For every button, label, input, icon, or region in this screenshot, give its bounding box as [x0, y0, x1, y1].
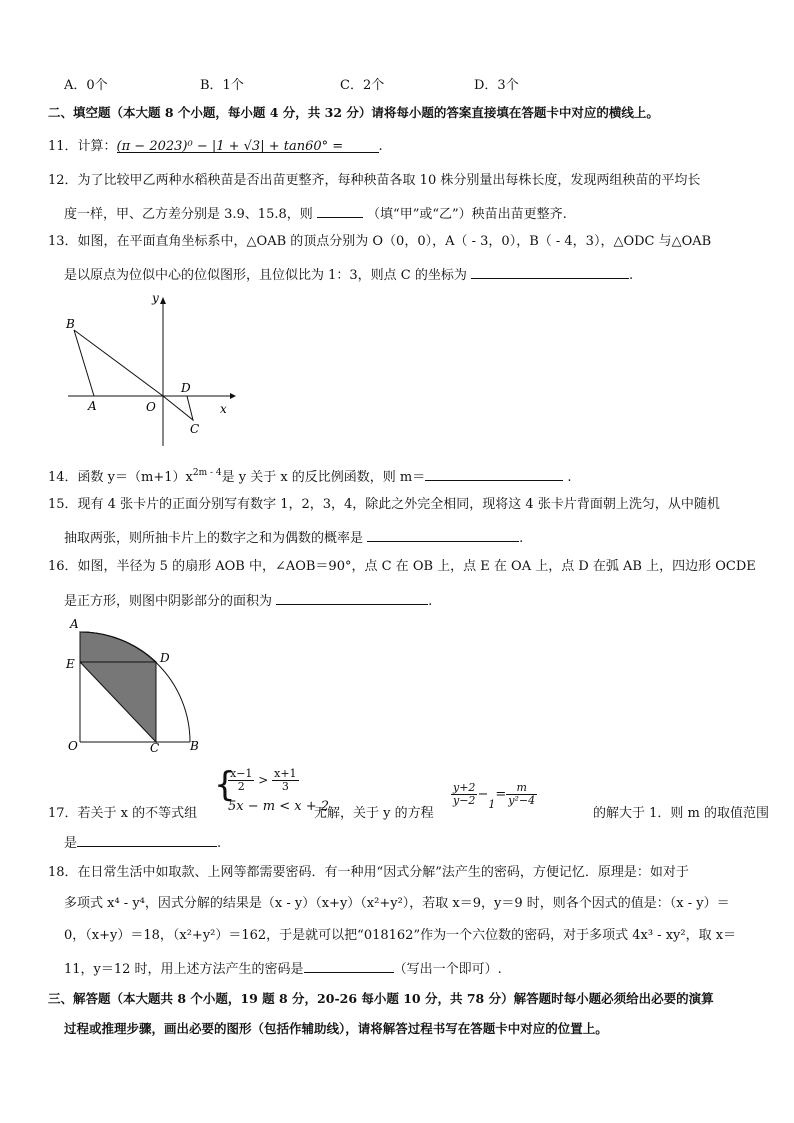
- q17-prefix: 17．若关于 x 的不等式组: [48, 806, 198, 821]
- q12-line1: 12．为了比较甲乙两种水稻秧苗是否出苗更整齐，每种秧苗各取 10 株分别量出每株长度，发现两组秧苗的平均长: [48, 173, 701, 188]
- q15-line1: 15．现有 4 张卡片的正面分别写有数字 1，2，3，4，除此之外完全相同，现将这 4 张卡片背面朝上洗匀，从中随机: [48, 497, 720, 512]
- label-d: D: [181, 381, 191, 395]
- q12-answer-blank[interactable]: [317, 203, 363, 218]
- q17-frac-right-num: x+1: [274, 767, 297, 780]
- q17-eq-frac-left: [451, 782, 477, 807]
- q17-eq-num-left: y+2: [453, 781, 476, 794]
- system-brace-icon: {: [214, 765, 236, 805]
- q17-line2: [64, 832, 221, 853]
- label-b: B: [190, 739, 199, 753]
- section3-heading-line2: 过程或推理步骤，画出必要的图形（包括作辅助线），请将解答过程书写在答题卡中对应的位置上。: [64, 1021, 608, 1036]
- q17-eq-den-right: y²−4: [508, 794, 536, 807]
- label-b: B: [66, 317, 75, 331]
- section2-heading: 二、填空题（本大题 8 个小题，每小题 4 分，共 32 分）请将每小题的答案直接填在答题卡中对应的横线上。: [48, 105, 659, 120]
- q17-eq-frac-right: [506, 782, 537, 807]
- q17-line2-text: 是: [64, 836, 78, 851]
- triangle-odc: [163, 396, 193, 420]
- q16-line2: [64, 590, 432, 611]
- q17-eq-den-left: y−2: [453, 794, 476, 807]
- q17-inequality-1: [228, 768, 299, 793]
- q17-frac-left-num: x−1: [230, 767, 253, 780]
- q18-line2: 多项式 x⁴ - y⁴，因式分解的结果是（x - y）（x+y）（x²+y²），若取 x＝9，y＝9 时，则各个因式的值是：（x - y）＝: [64, 896, 730, 911]
- q15-line2: [64, 527, 523, 548]
- q17-frac-left-den: 2: [237, 780, 245, 793]
- q18-line1: 18．在日常生活中如取款、上网等都需要密码．有一种用“因式分解”法产生的密码，方便记忆．原理是：如对于: [48, 865, 689, 880]
- q14-exponent: 2m - 4: [192, 468, 222, 478]
- q17-eq-minus: −: [477, 787, 489, 802]
- q16-answer-blank[interactable]: [276, 590, 428, 605]
- q14-prefix: 14．函数 y＝（m+1）x: [48, 470, 193, 485]
- q11: [48, 138, 383, 156]
- q12-line2: [64, 203, 567, 224]
- label-y: y: [152, 291, 159, 305]
- q17-inequality-2: 5x − m < x + 2: [228, 799, 330, 814]
- q16-line1: 16．如图，半径为 5 的扇形 AOB 中，∠AOB＝90°，点 C 在 OB 上，点 E 在 OA 上，点 D 在弧 AB 上，四边形 OCDE: [48, 559, 756, 574]
- q10-choice-b: B．1个: [200, 78, 244, 93]
- q16-figure: [60, 614, 210, 756]
- q14-answer-blank[interactable]: [425, 466, 563, 481]
- q10-choice-d: D．3个: [474, 78, 519, 93]
- q18-line4b: （写出一个即可）.: [393, 962, 502, 977]
- q12-line2b: （填“甲”或“乙”）秧苗出苗更整齐.: [367, 207, 567, 222]
- q16-suffix: .: [428, 594, 433, 609]
- q17: [48, 765, 778, 828]
- q14-suffix: .: [567, 470, 572, 485]
- x-axis-arrow-icon: [230, 393, 236, 399]
- q17-equation: [451, 782, 537, 811]
- q11-suffix: .: [378, 139, 383, 154]
- section3-heading-line1: 三、解答题（本大题共 8 个小题，19 题 8 分，20-26 每小题 10 分，共 78 分）解答题时每小题必须给出必要的演算: [48, 991, 714, 1006]
- label-a: A: [70, 617, 79, 631]
- q17-eq-equals: =: [495, 787, 507, 802]
- q15-answer-blank[interactable]: [367, 527, 519, 542]
- q13-answer-blank[interactable]: [471, 264, 629, 279]
- q13-figure: [60, 288, 240, 448]
- q18-line3: 0，（x+y）＝18，（x²+y²）＝162，于是就可以把“018162”作为一个六位数的密码，对于多项式 4x³ - xy²，取 x＝: [64, 928, 737, 943]
- label-c: C: [190, 422, 200, 436]
- label-d: D: [160, 651, 170, 665]
- q13-line1: 13．如图，在平面直角坐标系中，△OAB 的顶点分别为 O（0，0），A（ - 3，0），B（ - 4，3），△ODC 与△OAB: [48, 234, 712, 249]
- q18-line4: [64, 958, 502, 979]
- triangle-oab: [74, 330, 163, 396]
- q13-line2-text: 是以原点为位似中心的位似图形，且位似比为 1：3，则点 C 的坐标为: [64, 268, 467, 283]
- q13-suffix: .: [629, 268, 634, 283]
- q15-suffix: .: [519, 531, 524, 546]
- label-o: O: [68, 739, 78, 753]
- q15-line2-text: 抽取两张，则所抽卡片上的数字之和为偶数的概率是: [64, 531, 364, 546]
- q10-choice-a: A．0个: [64, 78, 108, 93]
- y-axis-arrow-icon: [160, 297, 166, 304]
- q17-eq-num-right: m: [506, 782, 537, 795]
- q18-answer-blank[interactable]: [304, 958, 394, 973]
- q14-mid: 是 y 关于 x 的反比例函数，则 m＝: [221, 470, 426, 485]
- shaded-region-top: [80, 632, 156, 662]
- q10-choice-c: C．2个: [340, 78, 385, 93]
- q17-suffix: .: [217, 836, 222, 851]
- label-e: E: [66, 657, 75, 671]
- q17-eq-one: 1: [488, 798, 496, 811]
- q17-frac-right: [272, 768, 298, 793]
- q17-frac-left: [228, 768, 254, 793]
- q14: [48, 464, 572, 487]
- label-c: C: [150, 741, 160, 755]
- q17-answer-blank[interactable]: [77, 832, 217, 847]
- q17-mid2: 的解大于 1．则 m 的取值范围: [593, 806, 769, 821]
- q11-prefix: 11．计算：: [48, 139, 117, 154]
- q13-line2: [64, 264, 633, 285]
- q17-mid1: 无解，关于 y 的方程: [314, 806, 434, 821]
- q17-ineq1-op: >: [258, 773, 269, 787]
- label-x: x: [220, 402, 227, 416]
- q12-line2a: 度一样，甲、乙方差分别是 3.9、15.8，则: [64, 207, 313, 222]
- q17-frac-right-den: 3: [281, 780, 289, 793]
- q18-line4a: 11，y＝12 时，用上述方法产生的密码是: [64, 962, 304, 977]
- q16-line2-text: 是正方形，则图中阴影部分的面积为: [64, 594, 273, 609]
- label-o: O: [146, 400, 156, 414]
- label-a: A: [88, 399, 97, 413]
- q11-expression: (π − 2023)⁰ − |1 + √3| + tan60° =: [117, 138, 379, 153]
